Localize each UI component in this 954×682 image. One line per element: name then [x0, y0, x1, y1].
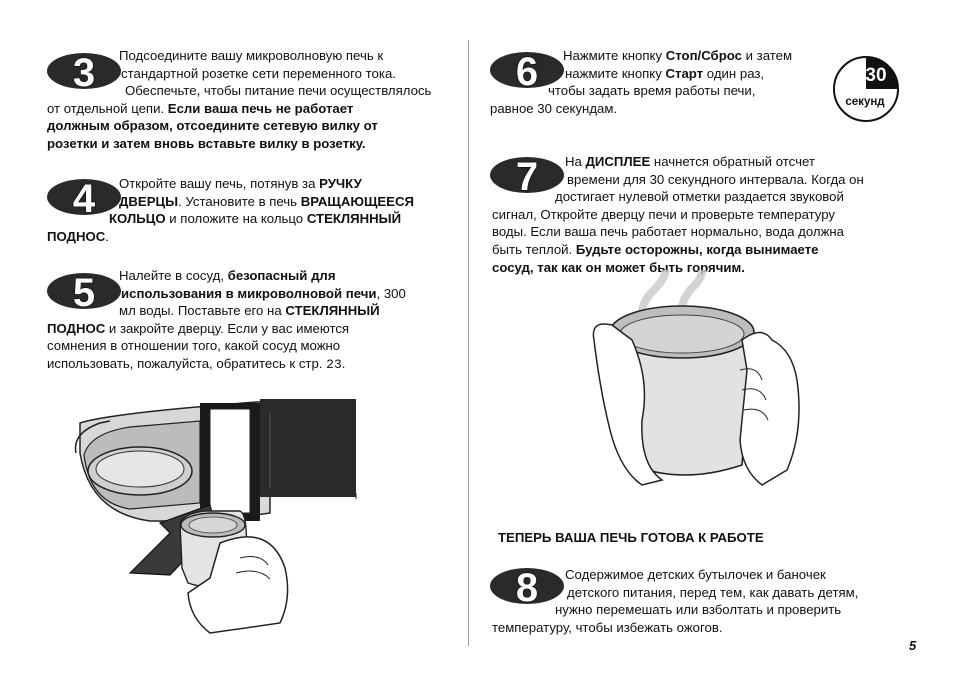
text-line: Откройте вашу печь, потянув за: [119, 176, 320, 191]
text-line: Подсоедините вашу микроволновую печь к: [119, 48, 384, 63]
step-6-text: [490, 47, 830, 117]
step-4-number: 4: [72, 178, 96, 216]
text-line: и закройте дверцу. Если у вас имеются: [105, 320, 350, 336]
step-8-text: [492, 566, 912, 636]
text-line: сигнал, Откройте дверцу печи и проверьте температуру: [492, 206, 836, 222]
column-divider: [468, 40, 469, 646]
bold-text: использования в микроволновой печи: [121, 285, 377, 301]
bold-text: Старт: [665, 65, 704, 81]
bold-text: Стоп/Сброс: [665, 48, 742, 63]
step-7-text: [492, 153, 912, 276]
bold-text: ВРАЩАЮЩЕЕСЯ: [300, 193, 414, 209]
text-line: Содержимое детских бутылочек и баночек: [565, 567, 826, 582]
text-line: Налейте в сосуд,: [119, 268, 228, 283]
step-3-number: 3: [72, 52, 96, 90]
text-line: использовать, пожалуйста, обратитесь к стр.: [47, 355, 327, 371]
step-5-number: 5: [72, 272, 96, 310]
bold-text: ПОДНОС: [47, 320, 106, 336]
bold-text: СТЕКЛЯННЫЙ: [285, 303, 380, 319]
step-7-number: 7: [515, 156, 539, 194]
step-4-text: [47, 175, 462, 245]
text-line: Обеспечьте, чтобы питание печи осуществлялось: [125, 83, 432, 99]
text-line: На: [565, 154, 586, 169]
text-line: один раз,: [703, 65, 765, 81]
text-line: быть теплой.: [492, 241, 576, 257]
bold-text: Будьте осторожны, когда вынимаете: [575, 241, 819, 257]
text-line: стандартной розетке сети переменного тока.: [121, 65, 396, 81]
step-3-text: [47, 47, 462, 153]
text-line: детского питания, перед тем, как давать детям,: [567, 584, 859, 600]
microwave-door-illustration: [70, 393, 370, 643]
timer-value: 30: [865, 65, 887, 86]
text-line: .: [105, 228, 109, 244]
timer-30-seconds-icon: [832, 55, 900, 123]
text-line: сомнения в отношении того, какой сосуд можно: [47, 338, 341, 354]
text-line: Нажмите кнопку: [563, 48, 666, 63]
bold-text: должным образом, отсоедините сетевую вилку от: [47, 118, 378, 134]
bold-text: ПОДНОС: [47, 228, 106, 244]
bold-text: Если ваша печь не работает: [167, 100, 354, 116]
step-8-number: 8: [515, 567, 539, 605]
bold-text: КОЛЬЦО: [109, 211, 166, 227]
text-line: , 300: [376, 285, 406, 301]
ready-heading: ТЕПЕРЬ ВАША ПЕЧЬ ГОТОВА К РАБОТЕ: [498, 530, 764, 545]
page-number: 5: [909, 638, 917, 653]
text-line: начнется обратный отсчет: [650, 154, 815, 169]
text-line: температуру, чтобы избежать ожогов.: [492, 619, 723, 635]
text-line: .: [341, 355, 346, 371]
bold-text: безопасный для: [227, 268, 336, 283]
bold-text: ДВЕРЦЫ: [119, 193, 179, 209]
text-line: чтобы задать время работы печи,: [548, 83, 756, 99]
text-line: равное 30 секундам.: [490, 100, 618, 116]
bold-text: РУЧКУ: [319, 176, 362, 191]
page-reference: 23: [326, 356, 342, 372]
timer-unit: секунд: [845, 96, 885, 108]
text-line: и положите на кольцо: [165, 211, 307, 227]
bold-text: розетки и затем вновь вставьте вилку в розетку.: [47, 135, 366, 151]
bold-text: СТЕКЛЯННЫЙ: [306, 211, 402, 227]
text-line: мл воды. Поставьте его на: [119, 303, 286, 319]
text-line: воды. Если ваша печь работает нормально, вода должна: [492, 224, 845, 240]
step-6-number: 6: [515, 51, 539, 89]
hands-holding-cup-illustration: [592, 270, 812, 500]
text-line: и затем: [741, 48, 793, 63]
text-line: от отдельной цепи.: [47, 100, 168, 116]
text-line: нажмите кнопку: [565, 65, 666, 81]
text-line: времени для 30 секундного интервала. Когда он: [567, 171, 864, 187]
bold-text: сосуд, так как он может быть горячим.: [492, 259, 745, 275]
text-line: . Установите в печь: [178, 193, 301, 209]
text-line: достигает нулевой отметки раздается звуковой: [555, 189, 844, 205]
text-line: нужно перемешать или взболтать и проверить: [555, 602, 842, 618]
bold-text: ДИСПЛЕЕ: [585, 154, 651, 169]
step-5-text: [47, 267, 462, 374]
